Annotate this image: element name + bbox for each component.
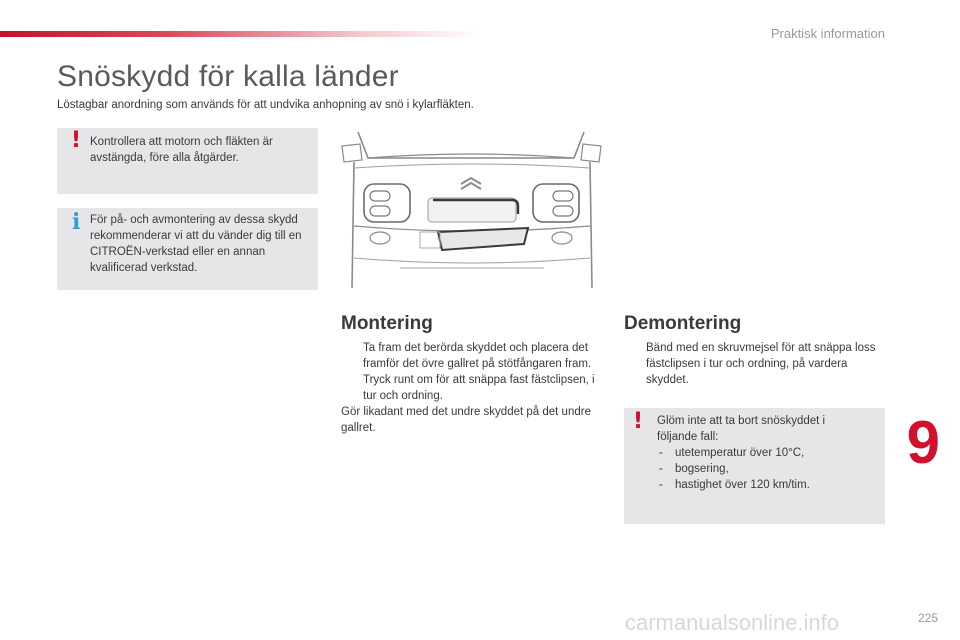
warning-note — [57, 128, 318, 194]
removal-warning-item-text: utetemperatur över 10°C, — [675, 447, 805, 459]
demontering-steps — [624, 340, 879, 388]
montering-steps — [341, 340, 603, 436]
montering-step — [341, 372, 603, 404]
removal-warning-note — [624, 408, 885, 524]
demontering-heading: Demontering — [624, 313, 742, 334]
warning-note-text: Kontrollera att motorn och fläkten är avstängda, före alla åtgärder. — [90, 136, 273, 164]
page-title: Snöskydd för kalla länder — [57, 60, 399, 93]
page-number: 225 — [917, 611, 938, 625]
info-note-text: För på- och avmontering av dessa skydd rekommenderar vi att du vänder dig till en CITROËN-verkstad eller en annan kvalificerad verkstad. — [90, 214, 302, 274]
demontering-step — [624, 340, 879, 388]
demontering-step-text: Bänd med en skruvmejsel för att snäppa loss fästclipsen i tur och ordning, på vardera skyddet. — [646, 342, 876, 386]
chapter-number: 9 — [906, 409, 940, 476]
removal-warning-intro: Glöm inte att ta bort snöskyddet i följande fall: — [657, 415, 826, 443]
removal-warning-item-text: hastighet över 120 km/tim. — [675, 479, 810, 491]
info-note — [57, 208, 318, 290]
top-accent-bar — [0, 31, 480, 37]
removal-warning-content — [657, 413, 867, 493]
removal-warning-item: - hastighet över 120 km/tim. — [659, 479, 810, 491]
car-front-illustration — [340, 128, 603, 294]
montering-step-text: Ta fram det berörda skyddet och placera det framför det övre gallret på stötfångaren fram. — [363, 342, 592, 370]
removal-warning-item: - bogsering, — [659, 463, 729, 475]
page-subtitle: Löstagbar anordning som används för att undvika anhopning av snö i kylarfläkten. — [57, 99, 474, 111]
info-icon: i — [72, 209, 81, 235]
warning-exclamation-icon: ! — [633, 409, 644, 434]
removal-warning-item: - utetemperatur över 10°C, — [659, 447, 805, 459]
removal-warning-item-text: bogsering, — [675, 463, 729, 475]
montering-after-text: Gör likadant med det undre skyddet på det undre gallret. — [341, 406, 591, 434]
warning-exclamation-icon: ! — [71, 128, 82, 153]
section-header-label: Praktisk information — [770, 26, 885, 41]
montering-step — [341, 340, 603, 372]
montering-step-text: Tryck runt om för att snäppa fast fästclipsen, i tur och ordning. — [363, 374, 595, 402]
montering-heading: Montering — [341, 313, 433, 334]
watermark: carmanualsonline.info — [625, 610, 840, 635]
